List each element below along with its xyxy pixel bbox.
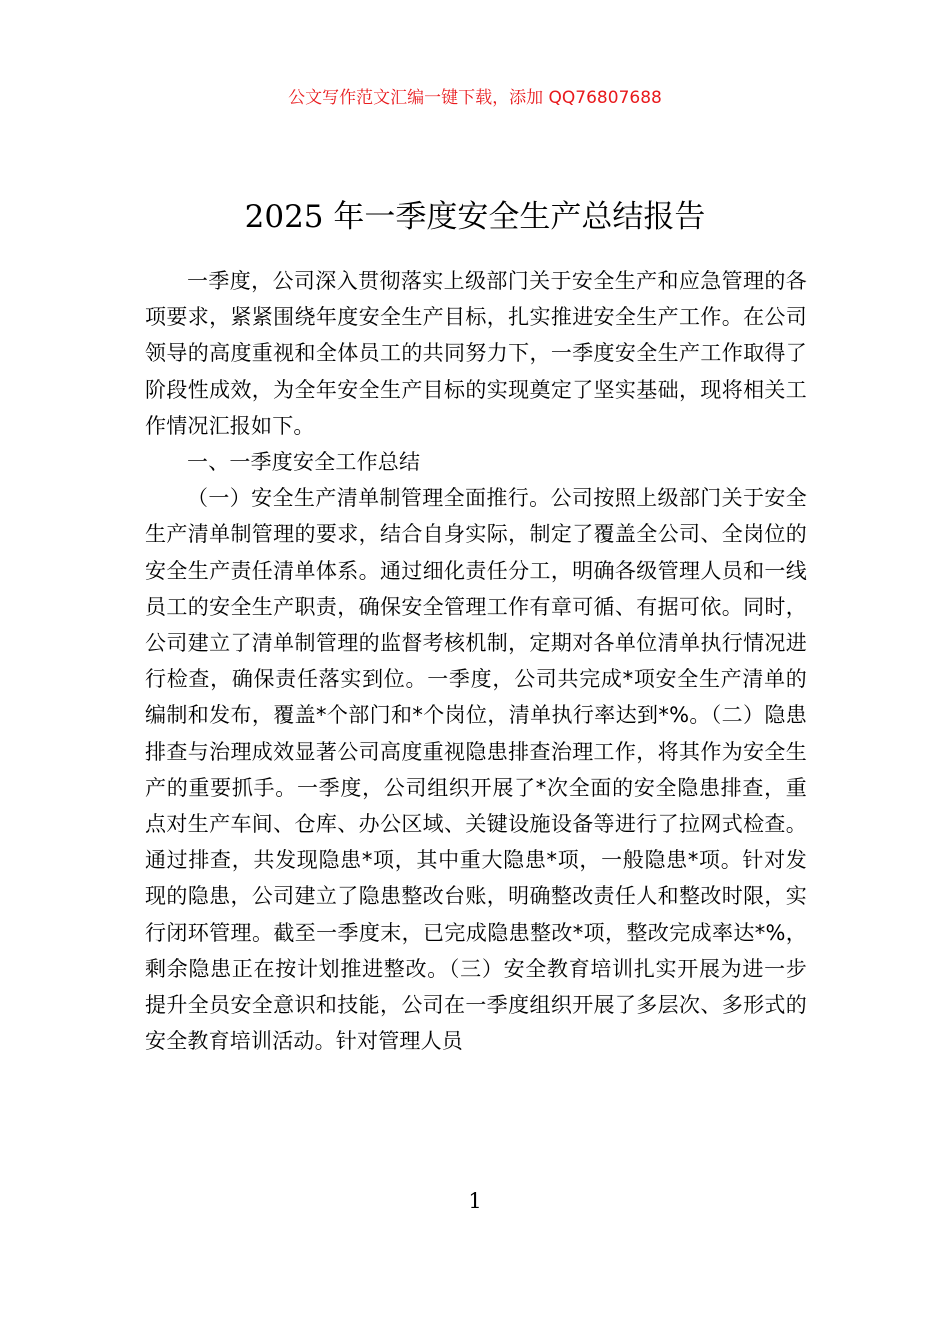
body-paragraph: （一）安全生产清单制管理全面推行。公司按照上级部门关于安全生产清单制管理的要求，结合自身实际，制定了覆盖全公司、全岗位的安全生产责任清单体系。通过细化责任分工，明确各级管理人员和一线员工的安全生产职责，确保安全管理工作有章可循、有据可依。同时，公司建立了清单制管理的监督考核机制，定期对各单位清单执行情况进行检查，确保责任落实到位。一季度，公司共完成*项安全生产清单的编制和发布，覆盖*个部门和*个岗位，清单执行率达到*%。（二）隐患排查与治理成效显著公司高度重视隐患排查治理工作，将其作为安全生产的重要抓手。一季度，公司组织开展了*次全面的安全隐患排查，重点对生产车间、仓库、办公区域、关键设施设备等进行了拉网式检查。通过排查，共发现隐患*项，其中重大隐患*项，一般隐患*项。针对发现的隐患，公司建立了隐患整改台账，明确整改责任人和整改时限，实行闭环管理。截至一季度末，已完成隐患整改*项，整改完成率达*%，剩余隐患正在按计划推进整改。（三）安全教育培训扎实开展为进一步提升全员安全意识和技能，公司在一季度组织开展了多层次、多形式的安全教育培训活动。针对管理人员 <box>145 486 807 1054</box>
intro-paragraph: 一季度，公司深入贯彻落实上级部门关于安全生产和应急管理的各项要求，紧紧围绕年度安全生产目标，扎实推进安全生产工作。在公司领导的高度重视和全体员工的共同努力下，一季度安全生产工作取得了阶段性成效，为全年安全生产目标的实现奠定了坚实基础，现将相关工作情况汇报如下。 <box>145 269 807 438</box>
page-number: 1 <box>468 1189 482 1213</box>
download-banner: 公文写作范文汇编一键下载，添加 QQ76807688 <box>288 88 662 108</box>
document-title: 2025 年一季度安全生产总结报告 <box>244 198 706 235</box>
section-heading: 一、一季度安全工作总结 <box>187 450 421 475</box>
document-body <box>145 263 807 1059</box>
